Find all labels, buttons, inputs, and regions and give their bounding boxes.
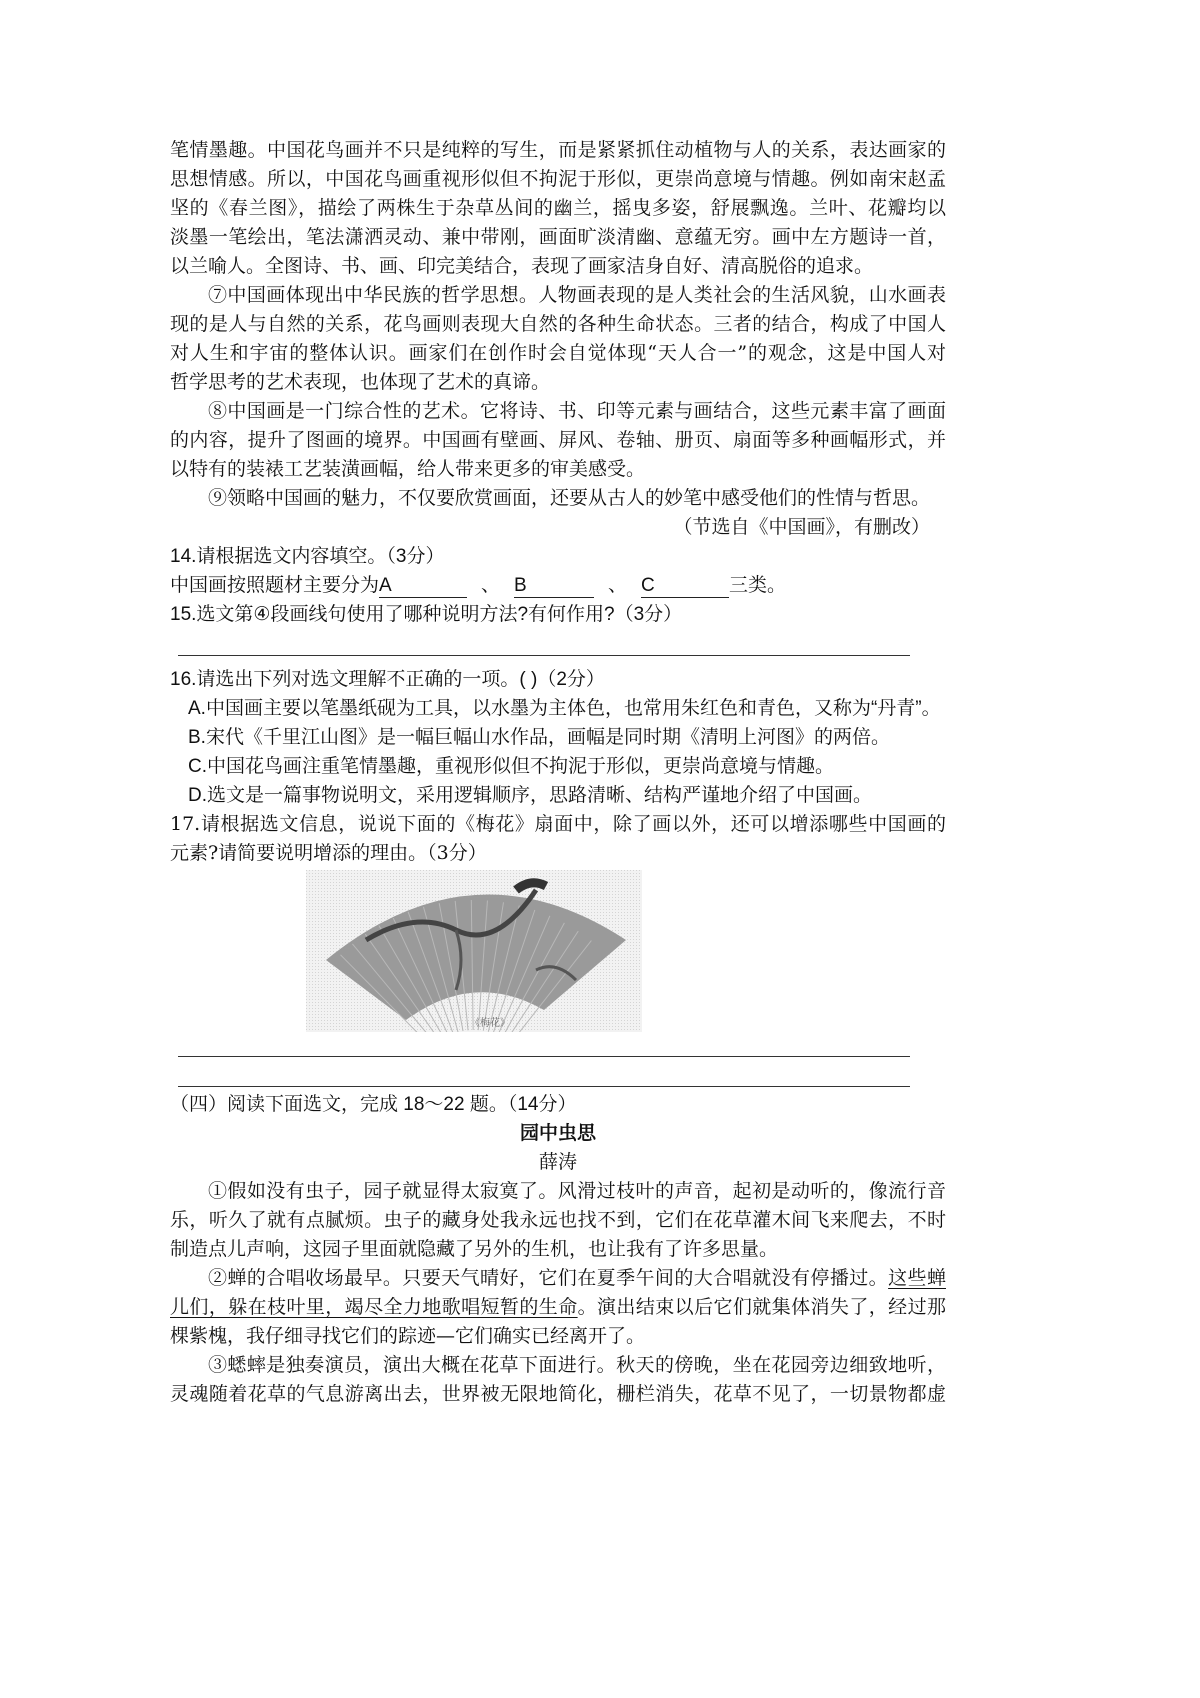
article-author: 薛涛 (538, 1152, 577, 1173)
answer-blank-a[interactable]: A (379, 575, 467, 598)
paragraph-6-line: 笔情墨趣。中国花鸟画并不只是纯粹的写生，而是紧紧抓住动植物与人的关系，表达画家的 (170, 139, 946, 161)
answer-blank-c[interactable]: C (641, 575, 729, 598)
option-b: B.宋代《千里江山图》是一幅巨幅山水作品，画幅是同时期《清明上河图》的两倍。 (188, 727, 890, 748)
paragraph-7-line: 哲学思考的艺术表现，也体现了艺术的真谛。 (170, 371, 551, 393)
article-paragraph-2-line (170, 1293, 946, 1322)
text-segment: ②蝉的合唱收场最早。只要天气晴好，它们在夏季午间的大合唱就没有停播过。 (208, 1267, 889, 1289)
question-16: 16.请选出下列对选文理解不正确的一项。( )（2分） (170, 669, 605, 690)
article-paragraph-3-line: ③蟋蟀是独奏演员，演出大概在花草下面进行。秋天的傍晚，坐在花园旁边细致地听， (208, 1354, 946, 1376)
option-a: A.中国画主要以笔墨纸砚为工具，以水墨为主体色，也常用朱红色和青色，又称为“丹青”。 (188, 698, 941, 719)
fan-caption: 《梅花》 (470, 1018, 510, 1029)
paragraph-9-line: ⑨领略中国画的魅力，不仅要欣赏画面，还要从古人的妙笔中感受他们的性情与哲思。 (208, 487, 931, 509)
exam-page (170, 136, 946, 1409)
plum-blossom-fan-painting (306, 870, 642, 1032)
source-citation: （节选自《中国画》，有删改） (673, 516, 930, 538)
article-paragraph-2-line (170, 1264, 946, 1293)
text-segment: 。演出结束以后它们就集体消失了，经过那 (577, 1296, 946, 1318)
spacer (170, 1030, 946, 1056)
article-paragraph-3-line: 灵魂随着花草的气息游离出去，世界被无限地简化，栅栏消失，花草不见了，一切景物都虚 (170, 1383, 946, 1405)
article-title: 园中虫思 (519, 1123, 596, 1144)
paragraph-6-line: 淡墨一笔绘出，笔法潇洒灵动、兼中带刚，画面旷淡清幽、意蕴无穷。画中左方题诗一首， (170, 226, 946, 248)
question-14: 14.请根据选文内容填空。（3分） (170, 546, 445, 567)
question-14-fill (170, 571, 946, 600)
separator: 、 (481, 575, 501, 596)
option-c: C.中国花鸟画注重笔情墨趣，重视形似但不拘泥于形似，更崇尚意境与情趣。 (188, 756, 835, 777)
paragraph-7-line: 对人生和宇宙的整体认识。画家们在创作时会自觉体现“天人合一”的观念，这是中国人对 (170, 342, 946, 364)
article-paragraph-1-line: 乐，听久了就有点腻烦。虫子的藏身处我永远也找不到，它们在花草灌木间飞来爬去，不时 (170, 1209, 946, 1231)
article-paragraph-1-line: ①假如没有虫子，园子就显得太寂寞了。风滑过枝叶的声音，起初是动听的，像流行音 (208, 1180, 946, 1202)
article-paragraph-2-line: 棵紫槐，我仔细寻找它们的踪迹—它们确实已经离开了。 (170, 1325, 646, 1347)
question-17: 元素?请简要说明增添的理由。（3分） (170, 842, 487, 864)
fill-prefix: 中国画按照题材主要分为 (170, 575, 380, 596)
paragraph-7-line: 现的是人与自然的关系，花鸟画则表现大自然的各种生命状态。三者的结合，构成了中国人 (170, 313, 946, 335)
paragraph-7-line: ⑦中国画体现出中华民族的哲学思想。人物画表现的是人类社会的生活风貌，山水画表 (208, 284, 946, 306)
separator: 、 (608, 575, 628, 596)
underlined-sentence: 这些蝉 (888, 1267, 946, 1289)
option-d: D.选文是一篇事物说明文，采用逻辑顺序，思路清晰、结构严谨地介绍了中国画。 (188, 785, 873, 806)
section-heading: （四）阅读下面选文，完成 18～22 题。（14分） (170, 1094, 577, 1115)
spacer (170, 629, 946, 655)
paragraph-6-line: 思想情感。所以，中国花鸟画重视形似但不拘泥于形似，更崇尚意境与情趣。例如南宋赵孟 (170, 168, 946, 190)
spacer (170, 1058, 946, 1086)
paragraph-8-line: ⑧中国画是一门综合性的艺术。它将诗、书、印等元素与画结合，这些元素丰富了画面 (208, 400, 946, 422)
question-17: 17.请根据选文信息，说说下面的《梅花》扇面中，除了画以外，还可以增添哪些中国画的 (170, 813, 946, 835)
underlined-sentence: 儿们，躲在枝叶里，竭尽全力地歌唱短暂的生命 (170, 1296, 578, 1318)
paragraph-6-line: 以兰喻人。全图诗、书、画、印完美结合，表现了画家洁身自好、清高脱俗的追求。 (170, 255, 874, 277)
answer-blank-b[interactable]: B (514, 575, 594, 598)
paragraph-8-line: 的内容，提升了图画的境界。中国画有壁画、屏风、卷轴、册页、扇面等多种画幅形式，并 (170, 429, 946, 451)
fill-suffix: 三类。 (729, 575, 787, 596)
paragraph-6-line: 坚的《春兰图》，描绘了两株生于杂草丛间的幽兰，摇曳多姿，舒展飘逸。兰叶、花瓣均以 (170, 197, 946, 219)
spacer (170, 657, 946, 665)
question-15: 15.选文第④段画线句使用了哪种说明方法?有何作用?（3分） (170, 604, 683, 625)
article-paragraph-1-line: 制造点儿声响，这园子里面就隐藏了另外的生机，也让我有了许多思量。 (170, 1238, 779, 1260)
paragraph-8-line: 以特有的装裱工艺装潢画幅，给人带来更多的审美感受。 (170, 458, 646, 480)
